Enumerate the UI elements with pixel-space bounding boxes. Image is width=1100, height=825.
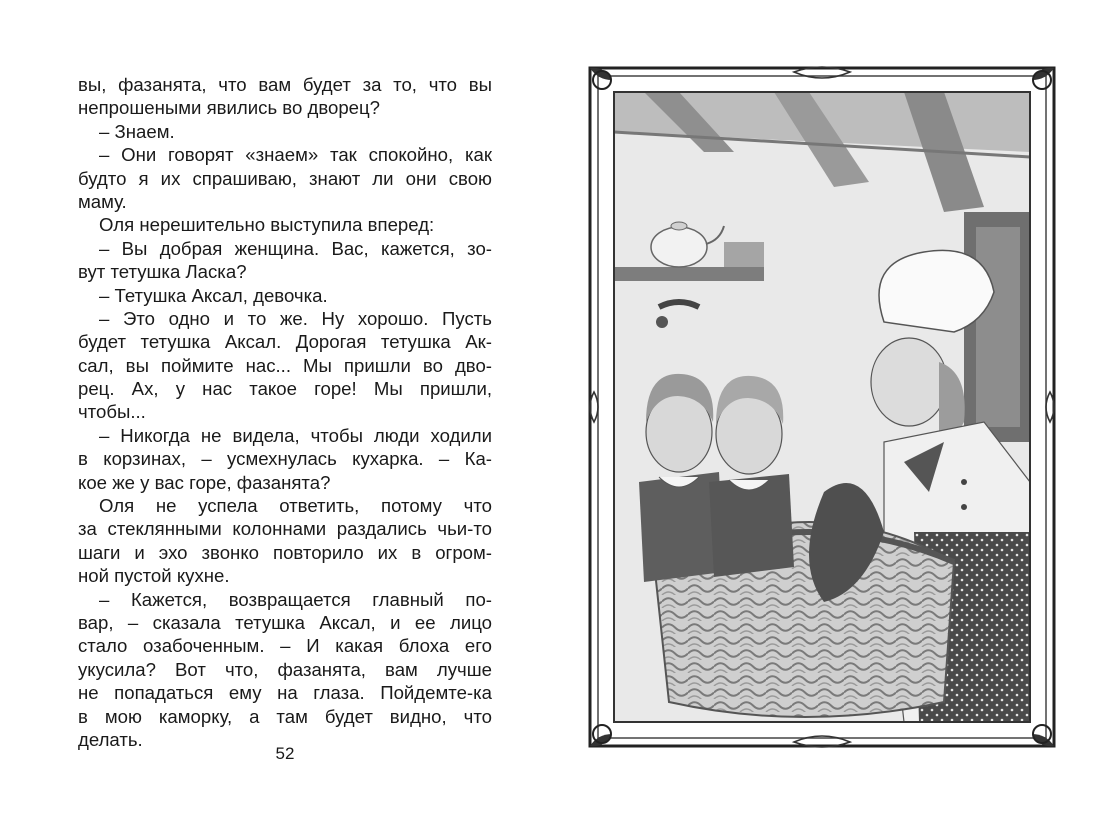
- text-line: не попадаться ему на глаза. Пойдемте-ка: [78, 682, 492, 704]
- page-number: 52: [275, 744, 295, 763]
- text-line: вут тетушка Ласка?: [78, 261, 247, 283]
- text-line: – Это одно и то же. Ну хорошо. Пусть: [99, 307, 492, 329]
- text-line: делать.: [78, 728, 143, 750]
- text-line: вы, фазанята, что вам будет за то, что вы: [78, 74, 492, 95]
- text-line: – Тетушка Аксал, девочка.: [99, 284, 328, 306]
- text-line: сал, вы поймите нас... Мы пришли во дво-: [78, 354, 492, 376]
- illustration-frame: [584, 62, 1060, 752]
- text-line: – Никогда не видела, чтобы люди ходили: [99, 424, 492, 446]
- story-text: [78, 73, 492, 751]
- text-line: будто я их спрашиваю, знают ли они свою: [78, 167, 492, 189]
- text-line: чтобы...: [78, 401, 146, 423]
- text-line: будет тетушка Аксал. Дорогая тетушка Ак-: [78, 331, 492, 353]
- text-line: Оля нерешительно выступила вперед:: [99, 214, 435, 236]
- text-line: за стеклянными колоннами раздались чьи-то: [78, 518, 492, 540]
- text-line: – Вы добрая женщина. Вас, кажется, зо-: [99, 237, 492, 259]
- text-line: Оля не успела ответить, потому что: [99, 495, 492, 517]
- text-line: – Знаем.: [99, 120, 175, 142]
- text-line: кое же у вас горе, фазанята?: [78, 471, 331, 493]
- text-line: непрошеными явились во дворец?: [78, 97, 381, 119]
- text-line: шаги и эхо звонко повторило их в огром-: [78, 541, 492, 563]
- text-line: маму.: [78, 190, 127, 212]
- text-line: – Они говорят «знаем» так спокойно, как: [99, 144, 492, 166]
- illustration-icon: [584, 62, 1060, 752]
- text-line: вар, – сказала тетушка Аксал, и ее лицо: [78, 611, 492, 633]
- text-line: укусила? Вот что, фазанята, вам лучше: [78, 658, 492, 680]
- text-line: – Кажется, возвращается главный по-: [99, 588, 492, 610]
- text-line: в корзинах, – усмехнулась кухарка. – Ка-: [78, 448, 492, 470]
- text-line: ной пустой кухне.: [78, 565, 230, 587]
- text-line: в мою каморку, а там будет видно, что: [78, 705, 492, 727]
- text-line: рец. Ах, у нас такое горе! Мы пришли,: [78, 378, 492, 400]
- right-page: [550, 0, 1100, 825]
- text-line: стало озабоченным. – И какая блоха его: [78, 635, 492, 657]
